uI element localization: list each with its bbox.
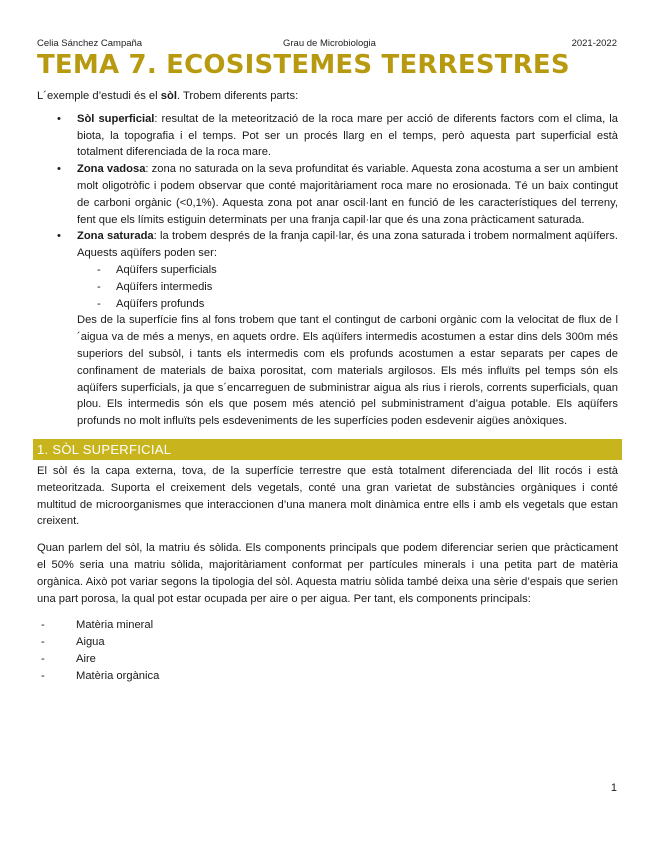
section1-paragraph-1: El sòl és la capa externa, tova, de la superfície terrestre que està totalment diferenciada del llit rocós i està meteoritzada. Suporta el creixement dels vegetals, conté una gran varietat de substàncies orgàniques i conté multitud de microorganismes que interaccionen d’una manera molt dinàmica entre ells i amb els vegetals que estan creixent. xyxy=(37,464,618,528)
list-item: - Aqüífers superficials xyxy=(77,262,618,279)
list-item: • Sòl superficial: resultat de la meteorització de la roca mare per acció de diferents factors com el clima, la biota, la topografia i el temps. Pot ser un procés llarg en el temps, però aquesta part superficial està totalment diferenciada de la roca mare. xyxy=(37,111,618,161)
bullet-term: Sòl superficial xyxy=(77,112,155,125)
intro-paragraph: L´exemple d’estudi és el sòl. Trobem diferents parts: xyxy=(37,90,299,102)
bullet-term: Zona vadosa xyxy=(77,163,146,176)
list-item: • Zona vadosa: zona no saturada on la seva profunditat és variable. Aquesta zona acostuma a ser un ambient molt oligotròfic i podem observar que conté majoritàriament roca mare no erosionada. Té un baix contingut de carboni orgànic (<0,1%). Aquesta zona pot anar oscil·lant en funció de les característiques del terreny, fent que els límits estiguin determinats per una franja capil·lar que és una zona pràcticament saturada. xyxy=(37,161,618,228)
soil-components-list xyxy=(37,617,618,684)
list-item: - Matèria mineral xyxy=(37,617,618,634)
soil-zones-list xyxy=(37,111,618,313)
main-content xyxy=(37,88,618,685)
page-title: TEMA 7. ECOSISTEMES TERRESTRES xyxy=(37,50,570,80)
aquifer-types-list xyxy=(77,262,618,312)
list-item: - Aqüífers profunds xyxy=(77,296,618,313)
header-course: Grau de Microbiologia xyxy=(283,38,376,49)
list-item: • Zona saturada: la trobem després de la franja capil·lar, és una zona saturada i trobem normalment aqüífers. Aquests aqüífers poden ser: - Aqüífers superficials - Aqüífers intermedis - Aqüífers profunds xyxy=(37,228,618,312)
section-heading: 1. SÒL SUPERFICIAL xyxy=(37,441,172,457)
list-item: - Aigua xyxy=(37,634,618,651)
header-author: Celia Sánchez Campaña xyxy=(37,38,143,49)
page-number: 1 xyxy=(610,782,617,794)
section1-paragraph-2: Quan parlem del sòl, la matriu és sòlida. Els components principals que podem diferenciar serien que pràcticament el 50% seria una matriu sòlida, majoritàriament conformat per partícules minerals i una petita part de matèria orgànica. Això pot variar segons la tipologia del sòl. Aquesta matriu sòlida també deixa una sèrie d’espais que serien una part porosa, la qual pot estar ocupada per aire o per aigua. Per tant, els components principals: xyxy=(37,542,618,605)
header-year: 2021-2022 xyxy=(571,38,617,49)
section-heading-bar xyxy=(33,439,622,460)
bullet-term: Zona saturada xyxy=(77,230,154,243)
list-item: - Matèria orgànica xyxy=(37,668,618,685)
aquifers-paragraph: Des de la superfície fins al fons trobem que tant el contingut de carboni orgànic com la velocitat de flux de l´aigua va de més a menys, en aquets ordre. Els aqüífers intermedis acostumen a estar dins dels 300m més superiors del subsòl, i tants els intermedis com els profunds acostumen a estar separats per capes de confinament de materials de baixa porositat, com materials argilosos. Els més influïts pel temps són els aqüífers superficials, ja que s´encarreguen de subministrar aigua als rius i rierols, corrents superficials, quan plou. Els intermedis són els que posem més atenció pel subministrament d’aigua potable. Els aqüífers profunds no molt influïts pels esdeveniments de les superfícies poden esdevenir aigües anòxiques. xyxy=(77,314,618,428)
list-item: - Aire xyxy=(37,651,618,668)
list-item: - Aqüífers intermedis xyxy=(77,279,618,296)
